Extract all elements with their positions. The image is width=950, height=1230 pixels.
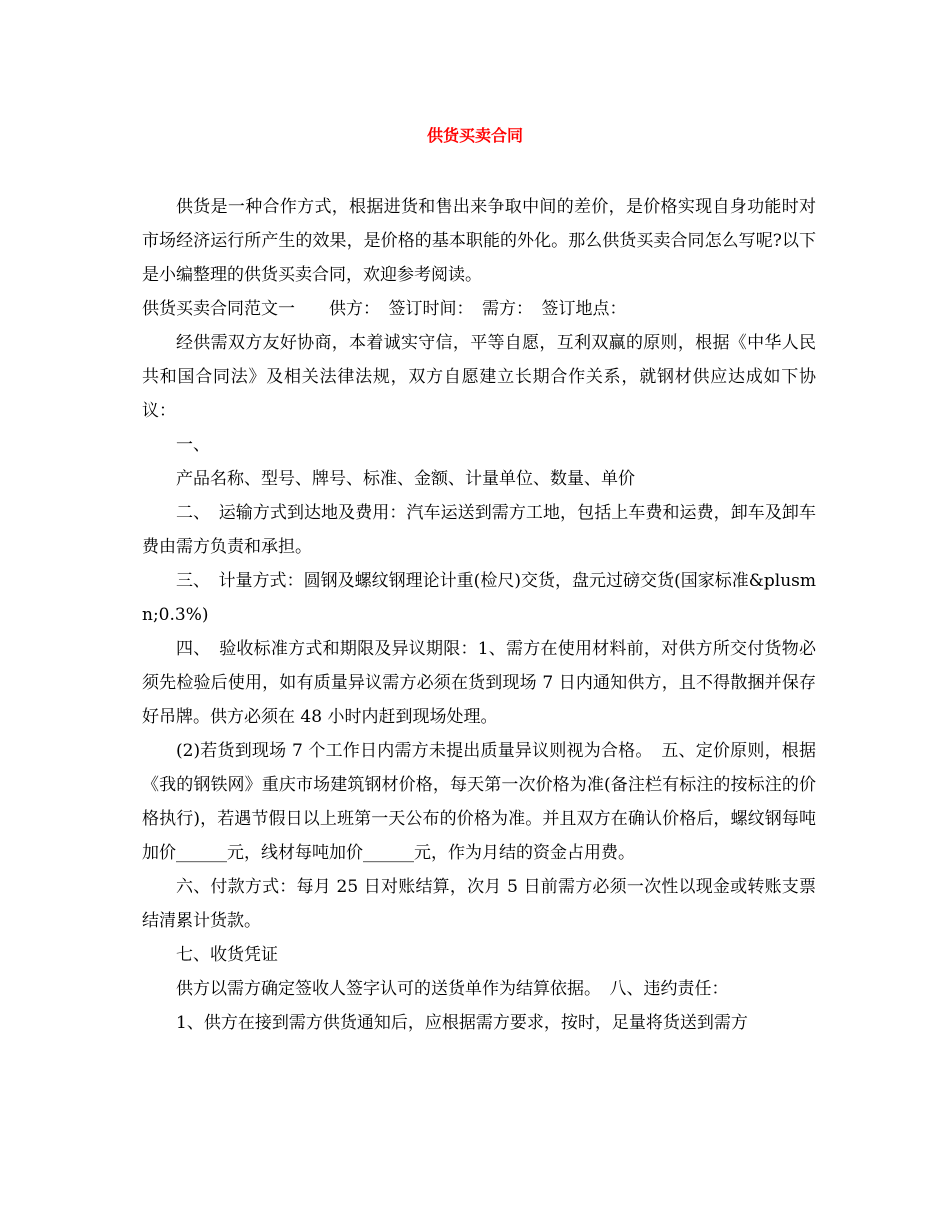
paragraph: (2)若货到现场 7 个工作日内需方未提出质量异议则视为合格。 五、定价原则，根据《我的钢铁网》重庆市场建筑钢材价格，每天第一次价格为准(备注栏有标注的按标注的价格执行)，若遇节假日以上班第一天公布的价格为准。并且双方在确认价格后，螺纹钢每吨加价______元，线材每吨加价______元，作为月结的资金占用费。 [142, 741, 816, 863]
paragraph: 三、 计量方式：圆钢及螺纹钢理论计重(检尺)交货，盘元过磅交货(国家标准&plusmn;0.3%) [142, 571, 816, 625]
document-body [142, 190, 816, 1040]
paragraph: 一、 [176, 435, 210, 455]
paragraph: 供货买卖合同范文一 供方： 签订时间： 需方： 签订地点： [142, 299, 627, 319]
paragraph: 经供需双方友好协商，本着诚实守信，平等自愿，互利双赢的原则，根据《中华人民共和国合同法》及相关法律法规，双方自愿建立长期合作关系，就钢材供应达成如下协议： [142, 333, 816, 421]
paragraph: 1、供方在接到需方供货通知后，应根据需方要求，按时，足量将货送到需方 [176, 1013, 748, 1033]
document-title: 供货买卖合同 [426, 126, 523, 145]
paragraph: 二、 运输方式到达地及费用：汽车运送到需方工地，包括上车费和运费，卸车及卸车费由需方负责和承担。 [142, 503, 816, 557]
paragraph: 四、 验收标准方式和期限及异议期限：1、需方在使用材料前，对供方所交付货物必须先检验后使用，如有质量异议需方必须在货到现场 7 日内通知供方，且不得散捆并保存好吊牌。供方必须在 48 小时内赶到现场处理。 [142, 639, 816, 727]
paragraph: 七、收货凭证 [176, 945, 278, 965]
paragraph: 供货是一种合作方式，根据进货和售出来争取中间的差价，是价格实现自身功能时对市场经济运行所产生的效果，是价格的基本职能的外化。那么供货买卖合同怎么写呢?以下是小编整理的供货买卖合同，欢迎参考阅读。 [142, 197, 816, 285]
paragraph: 六、付款方式：每月 25 日对账结算，次月 5 日前需方必须一次性以现金或转账支票结清累计货款。 [142, 877, 816, 931]
paragraph: 产品名称、型号、牌号、标准、金额、计量单位、数量、单价 [176, 469, 635, 489]
paragraph: 供方以需方确定签收人签字认可的送货单作为结算依据。 八、违约责任： [176, 979, 729, 999]
